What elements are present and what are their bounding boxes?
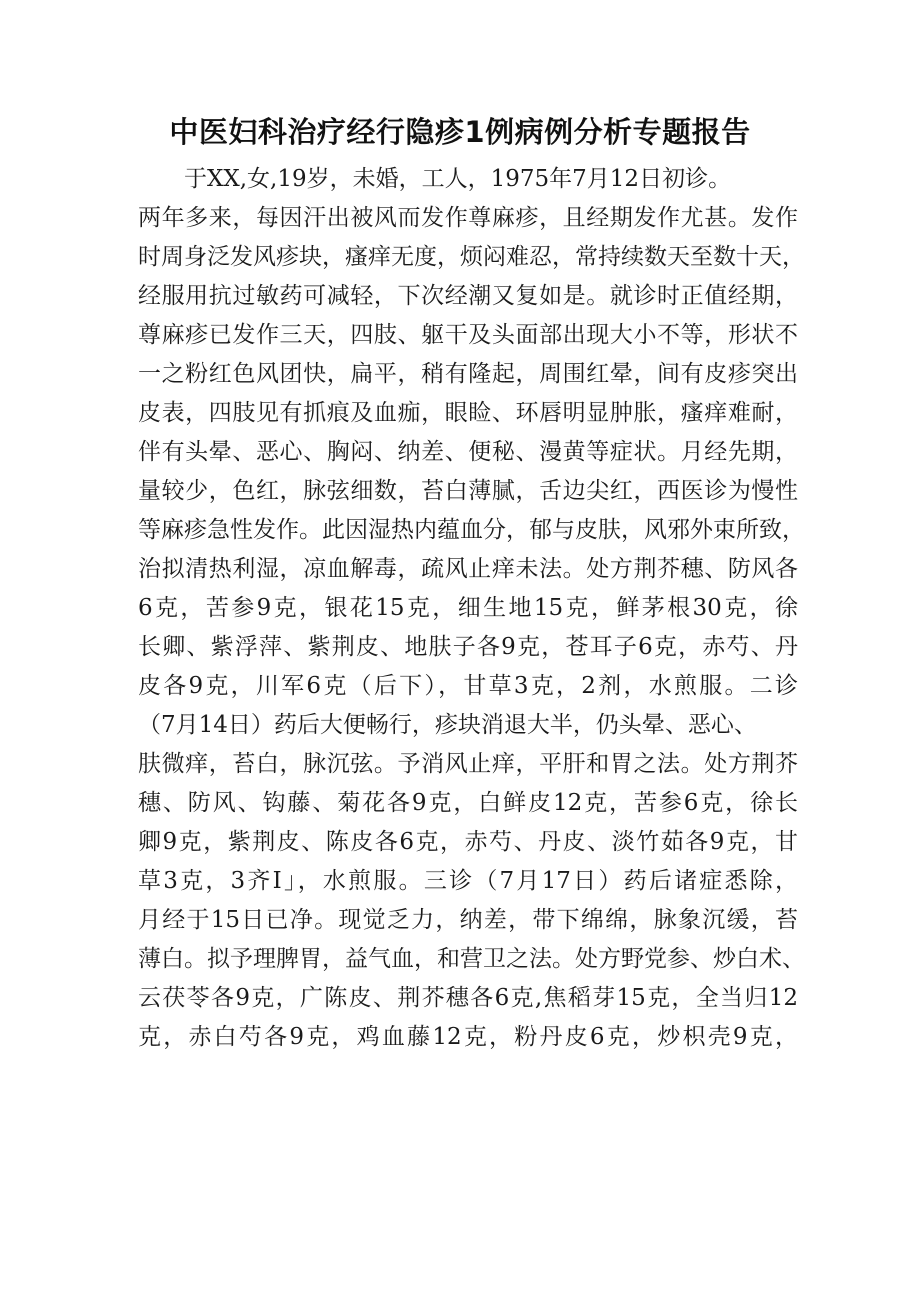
body-line-8: 伴有头晕、恶心、胸闷、纳差、便秘、漫黄等症状。月经先期， [138, 439, 798, 465]
document-body [138, 160, 805, 1057]
body-line-21: 薄白。拟予理脾胃，益气血，和营卫之法。处方野党参、炒白术、 [138, 946, 805, 972]
body-line-6: 一之粉红色风团快，扁平，稍有隆起，周围红晕，间有皮疹突出 [138, 361, 798, 387]
body-line-13: 长卿、紫浮萍、紫荆皮、地肤子各9克，苍耳子6克，赤芍、丹 [138, 634, 798, 660]
body-line-3: 时周身泛发风疹块，瘙痒无度，烦闷难忍，常持续数天至数十天， [138, 244, 805, 270]
body-line-15: （7月14日）药后大便畅行，疹块消退大半，仍头晕、恶心、 [138, 712, 757, 738]
body-line-18: 卿9克，紫荆皮、陈皮各6克，赤芍、丹皮、淡竹茹各9克，甘 [138, 829, 798, 855]
body-line-22: 云茯苓各9克，广陈皮、荆芥穗各6克,焦稻芽15克，全当归12 [138, 985, 798, 1011]
body-line-4: 经服用抗过敏药可减轻，下次经潮又复如是。就诊时正值经期， [138, 283, 798, 309]
body-line-12: 6克，苦参9克，银花15克，细生地15克，鲜茅根30克，徐 [138, 595, 798, 621]
body-line-11: 治拟清热利湿，凉血解毒，疏风止痒未法。处方荆芥穗、防风各 [138, 556, 798, 582]
body-line-23: 克，赤白芍各9克，鸡血藤12克，粉丹皮6克，炒枳壳9克， [138, 1024, 798, 1050]
body-line-2: 两年多来，每因汗出被风而发作尊麻疹，且经期发作尤甚。发作 [138, 205, 798, 231]
body-line-20: 月经于15日已净。现觉乏力，纳差，带下绵绵，脉象沉缓，苔 [138, 907, 798, 933]
body-line-5: 尊麻疹已发作三天，四肢、躯干及头面部出现大小不等，形状不 [138, 322, 798, 348]
body-line-9: 量较少，色红，脉弦细数，苔白薄腻，舌边尖红，西医诊为慢性 [138, 478, 798, 504]
body-line-16: 肤微痒，苔白，脉沉弦。予消风止痒，平肝和胃之法。处方荆芥 [138, 751, 798, 777]
body-line-17: 穗、防风、钩藤、菊花各9克，白鲜皮12克，苦参6克，徐长 [138, 790, 798, 816]
body-line-7: 皮表，四肢见有抓痕及血痂，眼睑、环唇明显肿胀，瘙痒难耐， [138, 400, 798, 426]
body-line-19: 草3克，3齐I」，水煎服。三诊（7月17日）药后诸症悉除， [138, 868, 798, 894]
document-title: 中医妇科治疗经行隐疹1例病例分析专题报告 [169, 115, 751, 149]
body-line-10: 等麻疹急性发作。此因湿热内蕴血分，郁与皮肤，风邪外束所致， [138, 517, 805, 543]
body-line-1: 于XX,女,19岁，未婚，工人，1975年7月12日初诊。 [184, 166, 732, 192]
body-line-14: 皮各9克，川军6克（后下），甘草3克，2剂，水煎服。二诊 [138, 673, 798, 699]
